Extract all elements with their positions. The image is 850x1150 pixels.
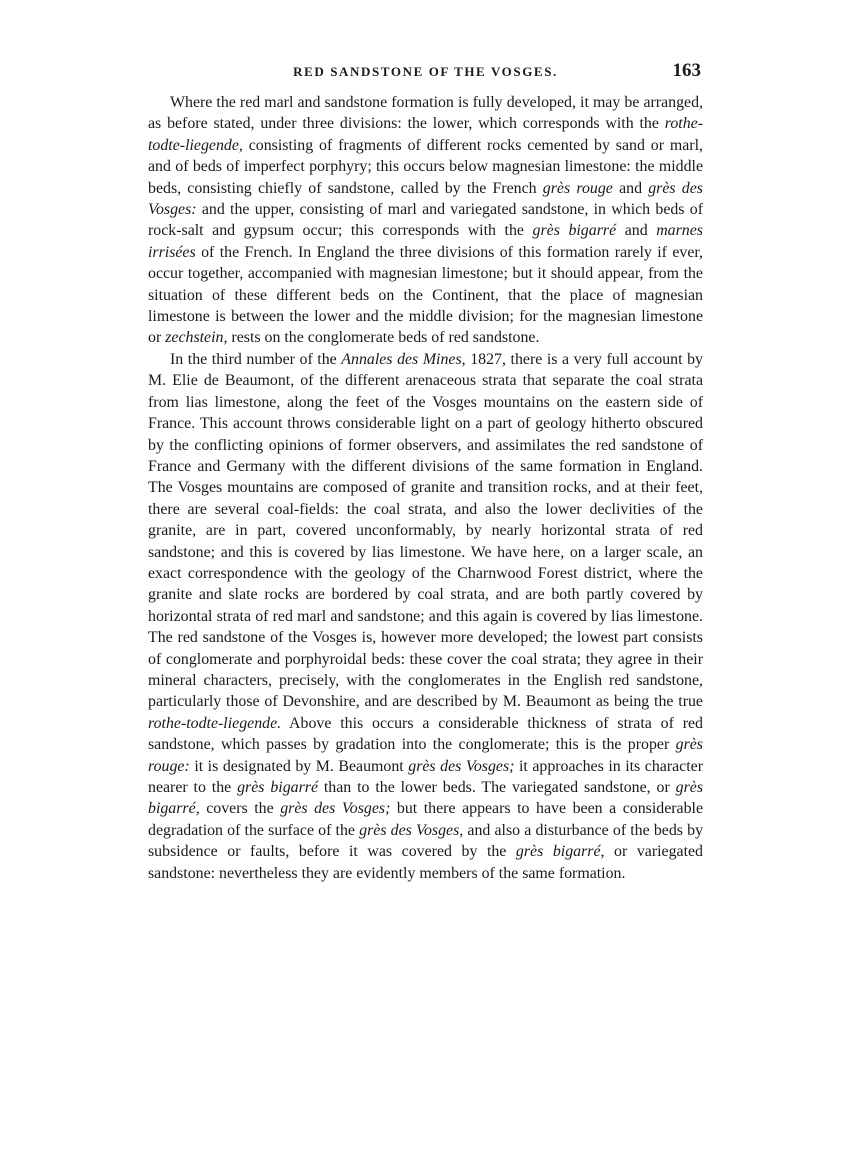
text-run: it approaches in its character nearer to the xyxy=(148,757,703,796)
italic-term: grès des Vosges; xyxy=(408,757,515,775)
text-run: , rests on the conglomerate beds of red sandstone. xyxy=(223,329,540,347)
italic-term: Annales des Mines xyxy=(341,350,462,368)
paragraph xyxy=(148,92,703,349)
text-run: , and also a disturbance of the beds by subsidence or faults, before it was covered by the xyxy=(148,821,704,861)
italic-term: grès bigarré xyxy=(148,779,704,818)
italic-term: grès rouge xyxy=(542,179,613,197)
text-run: Where the red marl and sandstone formation is fully developed, it may be arranged, as before stated, under three divisions: the lower, which corresponds with the xyxy=(148,94,703,133)
paragraph xyxy=(148,349,703,884)
text-run: In the third number of the xyxy=(170,350,342,368)
text-run: and xyxy=(616,222,657,240)
italic-term: marnes irrisées xyxy=(148,222,703,261)
text-run: and the upper, consisting of marl and variegated sandstone, in which beds of rock-salt and gypsum occur; this corresponds with the xyxy=(148,201,703,240)
italic-term: grès des Vosges xyxy=(359,821,460,839)
italic-term: grès bigarré xyxy=(532,222,617,240)
italic-term: grès bigarré xyxy=(237,779,319,796)
text-run: , or variegated sandstone: nevertheless they are evidently members of the same formation. xyxy=(148,843,703,882)
running-head xyxy=(148,58,703,88)
text-run: and xyxy=(612,179,649,197)
text-run: , covers the xyxy=(195,800,281,818)
italic-term: grès bigarré xyxy=(515,843,601,861)
italic-term: grès des Vosges: xyxy=(148,179,703,219)
italic-term: zechstein xyxy=(165,329,224,347)
text-run: it is designated by M. Beaumont xyxy=(189,757,409,775)
text-run: , consisting of fragments of different rocks cemented by sand or marl, and of beds of imperfect porphyry; this occurs below magnesian limestone: the middle beds, consisting chiefly of sandstone, called by the French xyxy=(148,136,703,197)
text-run: Above this occurs a considerable thickness of strata of red sandstone, which passes by gradation into the conglomerate; this is the proper xyxy=(148,714,703,754)
italic-term: grès des Vosges; xyxy=(280,800,391,818)
italic-term: rothe-todte-liegende. xyxy=(148,714,282,732)
body-text xyxy=(148,92,703,884)
page-number: 163 xyxy=(672,60,701,81)
book-page xyxy=(148,58,703,884)
italic-term: rothe-todte-liegende xyxy=(148,115,703,154)
text-run: than to the lower beds. The variegated sandstone, or xyxy=(318,779,676,796)
text-run: of the French. In England the three divisions of this formation rarely if ever, occur together, accompanied with magnesian limestone; but it should appear, from the situation of these different beds on the Continent, that the place of magnesian limestone is between the lower and the middle division; for the magnesian limestone or xyxy=(148,243,703,347)
italic-term: grès rouge: xyxy=(148,736,703,775)
text-run: but there appears to have been a considerable degradation of the surface of the xyxy=(148,800,704,839)
text-run: , 1827, there is a very full account by M. Elie de Beaumont, of the different arenaceous strata that separate the coal strata from lias limestone, along the feet of the Vosges mountains on the eastern side of France. This account throws considerable light on a part of geology hitherto obscured by the conflicting opinions of former observers, and assimilates the red sandstone of France and Germany with the different divisions of the same formation in England. The Vosges mountains are composed of granite and transition rocks, and at their feet, there are several coal-fields: the coal strata, and also the lower declivities of the granite, are in part, covered unconformably, by nearly horizontal strata of red sandstone; and this is covered by lias limestone. We have here, on a larger scale, an exact correspondence with the geology of the Charnwood Forest district, where the granite and slate rocks are bordered by coal strata, and are both partly covered by horizontal strata of red marl and sandstone; and this again is covered by lias limestone. The red sandstone of the Vosges is, however more developed; the lowest part consists of conglomerate and porphyroidal beds: these cover the coal strata; they agree in their mineral characters, precisely, with the conglomerates in the English red sandstone, particularly those of Devonshire, and are described by M. Beaumont as being the true xyxy=(148,350,703,711)
running-title: RED SANDSTONE OF THE VOSGES. xyxy=(293,64,558,79)
